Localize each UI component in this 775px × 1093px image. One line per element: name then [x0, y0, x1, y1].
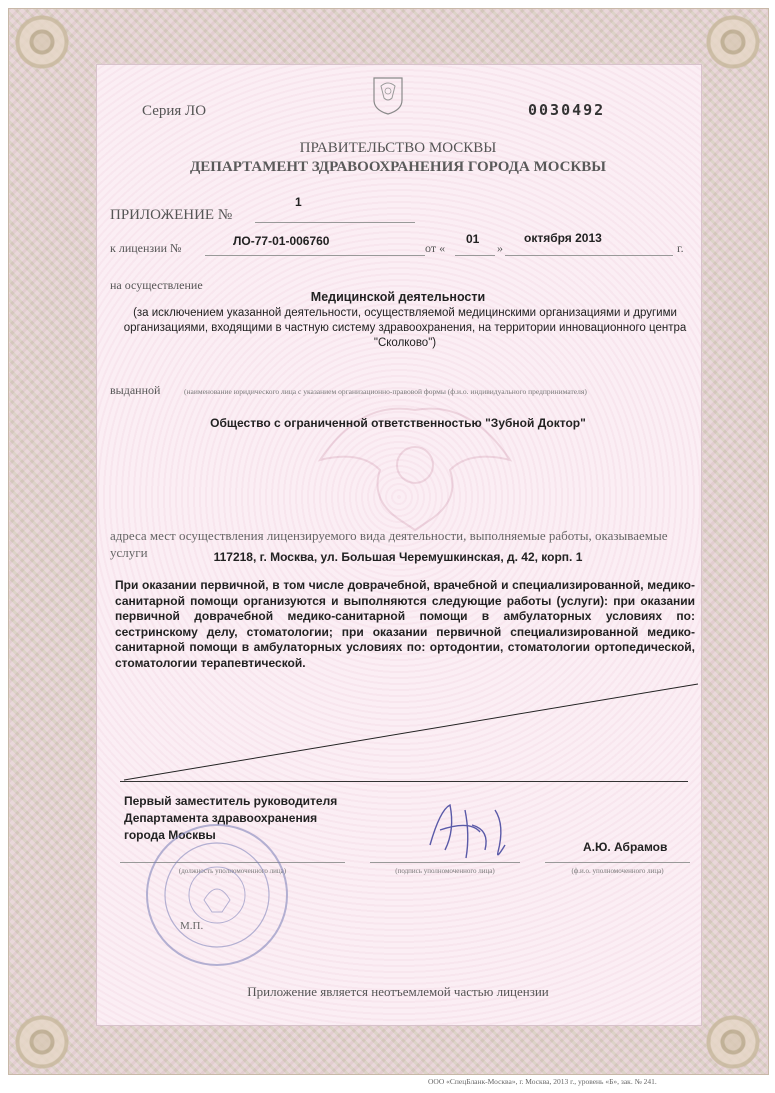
- appendix-label: ПРИЛОЖЕНИЕ №: [110, 207, 233, 223]
- date-day: 01: [466, 232, 480, 246]
- eagle-watermark-icon: [300, 390, 530, 540]
- name-hint: (ф.и.о. уполномоченного лица): [571, 867, 664, 875]
- date-quote-close: »: [497, 241, 503, 255]
- government-title: ПРАВИТЕЛЬСТВО МОСКВЫ: [299, 140, 497, 156]
- series-label: Серия ЛО: [142, 103, 207, 119]
- form-number: 0030492: [528, 101, 606, 119]
- signature-line: [370, 862, 520, 863]
- official-seal-icon: [142, 820, 292, 970]
- corner-rosette-icon: [12, 1012, 72, 1072]
- date-month-year: октября 2013: [524, 231, 602, 245]
- license-number-line: [205, 255, 425, 256]
- license-label: к лицензии №: [110, 241, 182, 255]
- coat-of-arms-icon: [372, 76, 404, 116]
- signatory-position: Первый заместитель руководителя Департамента здравоохранения города Москвы: [124, 794, 338, 842]
- issued-hint: (наименование юридического лица с указанием организационно-правовой формы (ф.и.о. индивидуального предпринимателя): [184, 387, 587, 396]
- appendix-number: 1: [295, 195, 302, 209]
- position-hint: (должность уполномоченного лица): [178, 867, 287, 875]
- organization-name: Общество с ограниченной ответственностью "Зубной Доктор": [210, 416, 586, 430]
- day-line: [455, 255, 495, 256]
- seal-place-label: М.П.: [180, 920, 204, 932]
- license-number: ЛО-77-01-006760: [233, 234, 330, 248]
- empty-space-strike-line: [120, 680, 700, 785]
- date-year-suffix: г.: [677, 241, 684, 255]
- name-line: [545, 862, 690, 863]
- address-value: 117218, г. Москва, ул. Большая Черемушкинская, д. 42, корп. 1: [213, 550, 583, 564]
- signature-separator-line: [120, 781, 688, 782]
- activity-title: Медицинской деятельности: [310, 290, 486, 304]
- activity-label: на осуществление: [110, 278, 203, 292]
- corner-rosette-icon: [703, 1012, 763, 1072]
- corner-rosette-icon: [703, 12, 763, 72]
- signatory-name: А.Ю. Абрамов: [583, 840, 668, 854]
- date-from-label: от «: [425, 241, 446, 255]
- department-title: ДЕПАРТАМЕНТ ЗДРАВООХРАНЕНИЯ ГОРОДА МОСКВЫ: [189, 159, 607, 175]
- issued-label: выданной: [110, 383, 161, 397]
- appendix-note: Приложение является неотъемлемой частью лицензии: [247, 984, 549, 999]
- address-label: адреса мест осуществления лицензируемого вида деятельности, выполняемые работы, оказываемые услуги: [110, 528, 668, 560]
- signature-hint: (подпись уполномоченного лица): [395, 867, 495, 875]
- appendix-number-line: [255, 222, 415, 223]
- printer-info: ООО «СпецБланк-Москва», г. Москва, 2013 г., уровень «Б», зак. № 241.: [428, 1077, 657, 1086]
- month-year-line: [505, 255, 673, 256]
- activity-description: (за исключением указанной деятельности, осуществляемой медицинскими организациями и другими организациями, входящими в частную систему здравоохранения, на территории инновационного центра "Сколково"): [123, 307, 687, 349]
- handwritten-signature-icon: [410, 790, 520, 865]
- services-text: При оказании первичной, в том числе доврачебной, врачебной и специализированной, медико-санитарной помощи организуются и выполняются следующие работы (услуги): при оказании первичной доврачебной медико-санитарной помощи в амбулаторных условиях по: сестринскому делу, стоматологии; при оказании первичной специализированной медико-санитарной помощи в амбулаторных условиях по: ортодонтии, стоматологии ортопедической, стоматологии терапевтической.: [115, 578, 695, 670]
- corner-rosette-icon: [12, 12, 72, 72]
